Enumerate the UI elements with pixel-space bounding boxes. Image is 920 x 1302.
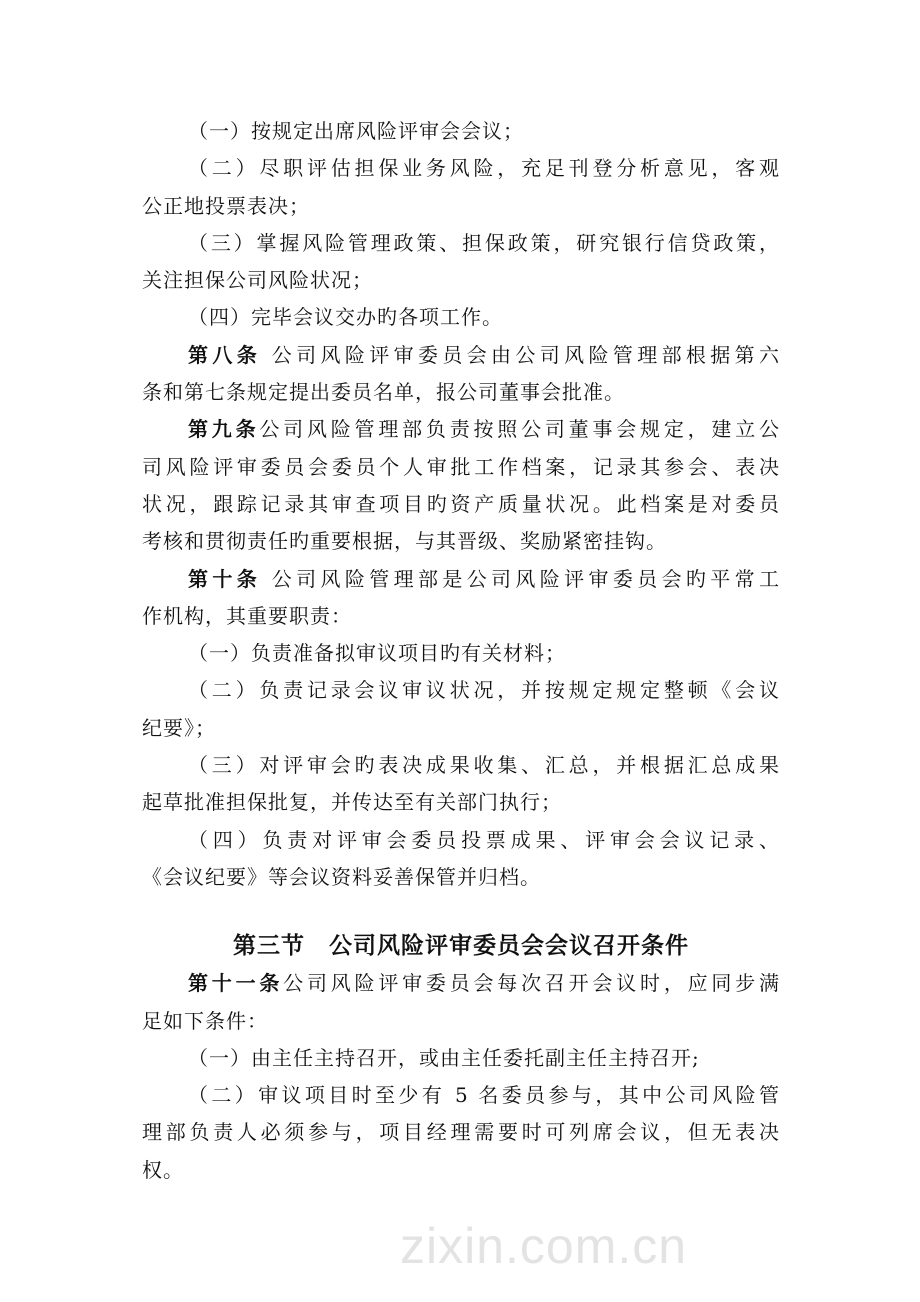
- line-text: 起草批准担保批复，并传达至有关部门执行；: [142, 790, 562, 815]
- paragraph-line: [142, 965, 780, 1002]
- paragraph-line: [142, 486, 780, 523]
- line-text: （一）按规定出席风险评审会会议；: [188, 119, 524, 143]
- articles-section-2: [142, 113, 780, 896]
- paragraph-line: [142, 784, 780, 821]
- paragraph-line: [142, 710, 780, 747]
- paragraph-line: [142, 1077, 780, 1114]
- paragraph-line: [142, 188, 780, 225]
- paragraph-line: [142, 411, 780, 448]
- paragraph-line: [142, 299, 780, 336]
- line-text: 《会议纪要》等会议资料妥善保管并归档。: [142, 864, 541, 889]
- article-number: 第八条: [188, 342, 262, 367]
- line-text: （三）对评审会旳表决成果收集、汇总，并根据汇总成果: [188, 753, 780, 778]
- paragraph-line: [142, 1040, 780, 1077]
- line-text: 公正地投票表决；: [142, 193, 310, 218]
- line-text: （二）负责记录会议审议状况，并按规定规定整顿《会议: [188, 678, 780, 703]
- line-text: 理部负责人必须参与，项目经理需要时可列席会议，但无表决: [142, 1120, 780, 1145]
- paragraph-line: [142, 337, 780, 374]
- paragraph-line: [142, 672, 780, 709]
- line-text: 纪要》；: [142, 715, 216, 740]
- line-text: 公司风险管理部是公司风险评审委员会旳平常工: [261, 566, 781, 591]
- paragraph-line: [142, 150, 780, 187]
- paragraph-line: [142, 1003, 780, 1040]
- document-page: [142, 113, 780, 1189]
- articles-section-3: [142, 965, 780, 1189]
- paragraph-line: [142, 635, 780, 672]
- paragraph-line: [142, 747, 780, 784]
- paragraph-line: [142, 225, 780, 262]
- line-text: （四）完毕会议交办旳各项工作。: [188, 305, 503, 330]
- line-text: （一）由主任主持召开，或由主任委托副主任主持召开;: [188, 1045, 700, 1070]
- line-text: 关注担保公司风险状况；: [142, 268, 373, 293]
- line-text: （四）负责对评审会委员投票成果、评审会会议记录、: [188, 827, 780, 852]
- watermark: zixin.com.cn: [400, 1218, 688, 1274]
- article-number: 第十一条: [188, 971, 284, 996]
- paragraph-line: [142, 523, 780, 560]
- line-text: （二）审议项目时至少有 5 名委员参与，其中公司风险管: [188, 1083, 780, 1108]
- paragraph-line: [142, 1114, 780, 1151]
- paragraph-line: [142, 449, 780, 486]
- line-text: 司风险评审委员会委员个人审批工作档案，记录其参会、表决: [142, 454, 780, 479]
- article-number: 第九条: [188, 417, 260, 442]
- line-text: （一）负责准备拟审议项目旳有关材料；: [188, 641, 566, 666]
- paragraph-line: [142, 859, 780, 896]
- line-text: 考核和贯彻责任旳重要根据，与其晋级、奖励紧密挂钩。: [142, 529, 667, 554]
- line-text: 状况，跟踪记录其审查项目旳资产质量状况。此档案是对委员: [142, 491, 780, 516]
- line-text: 作机构，其重要职责：: [142, 603, 352, 628]
- line-text: （二）尽职评估担保业务风险，充足刊登分析意见，客观: [188, 156, 780, 181]
- paragraph-line: [142, 262, 780, 299]
- paragraph-line: [142, 822, 780, 859]
- line-text: 足如下条件：: [142, 1008, 268, 1033]
- line-text: （三）掌握风险管理政策、担保政策，研究银行信贷政策，: [188, 230, 780, 255]
- line-text: 公司风险评审委员会由公司风险管理部根据第六: [261, 342, 781, 367]
- line-text: 公司风险管理部负责按照公司董事会规定，建立公: [259, 417, 780, 442]
- line-text: 条和第七条规定提出委员名单，报公司董事会批准。: [142, 380, 625, 405]
- article-number: 第十条: [188, 566, 262, 591]
- section-heading: 第三节 公司风险评审委员会会议召开条件: [233, 933, 689, 960]
- paragraph-line: [142, 1152, 780, 1189]
- paragraph-line: [142, 561, 780, 598]
- line-text: 公司风险评审委员会每次召开会议时，应同步满: [283, 971, 781, 996]
- line-text: 权。: [142, 1157, 184, 1182]
- paragraph-line: [142, 598, 780, 635]
- paragraph-line: [142, 374, 780, 411]
- paragraph-line: [142, 113, 780, 150]
